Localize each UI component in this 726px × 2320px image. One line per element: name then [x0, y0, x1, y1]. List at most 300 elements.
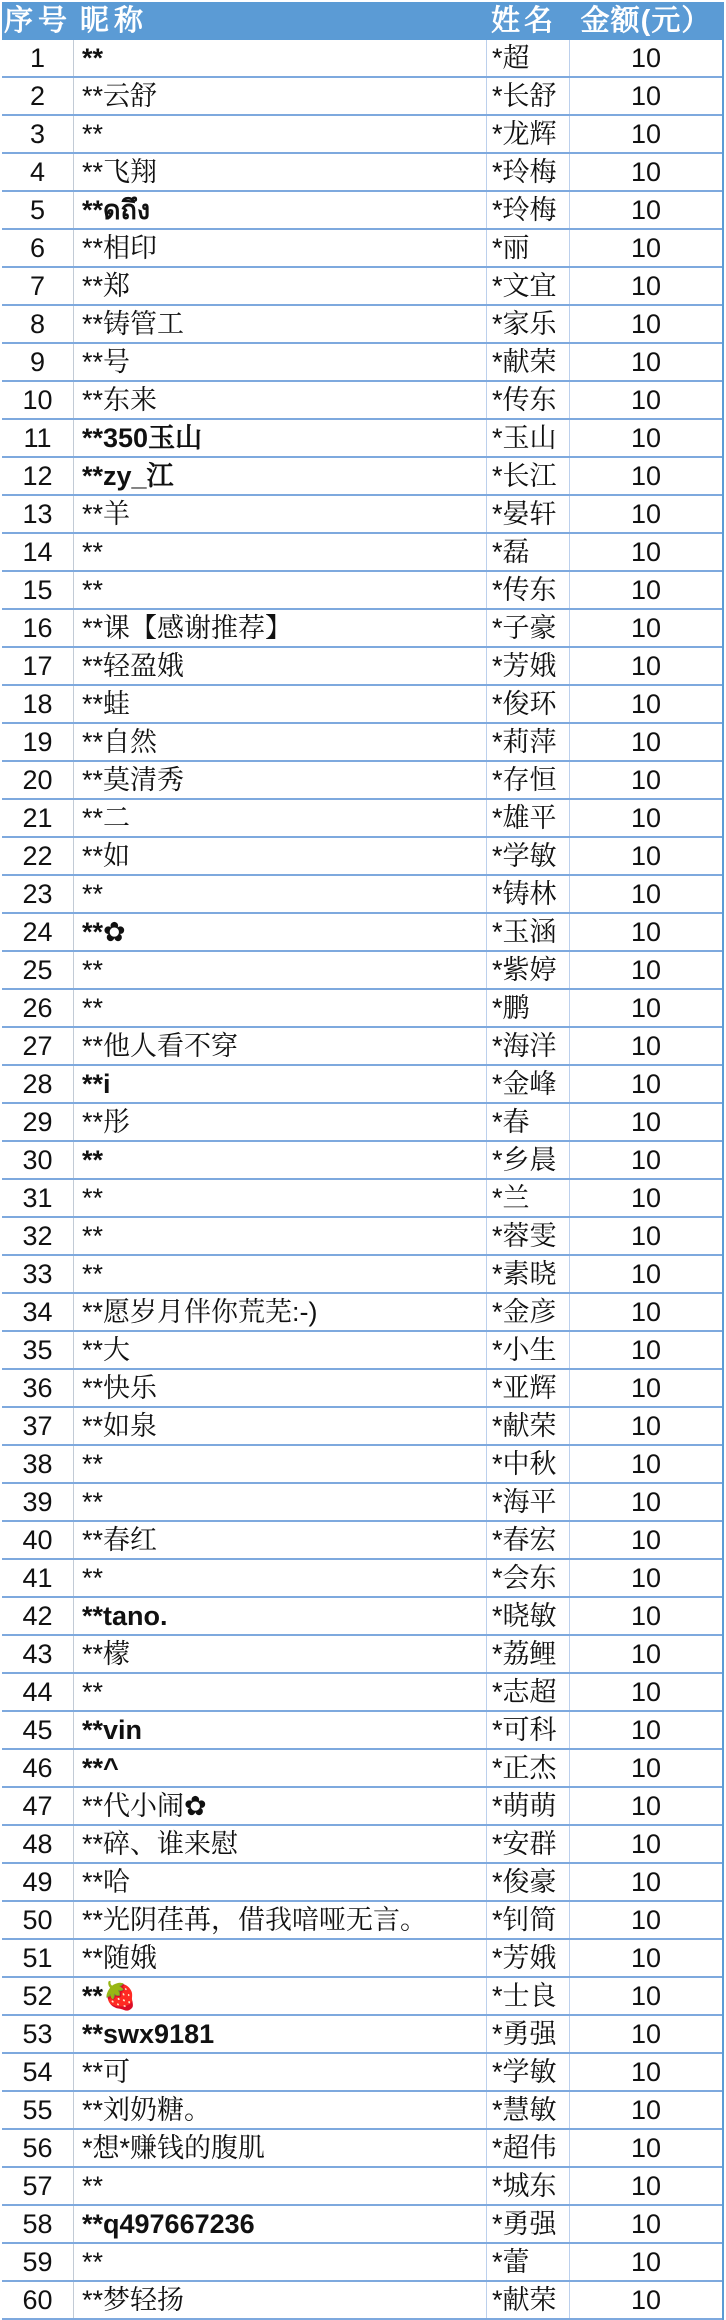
amount-cell: 10 — [630, 119, 662, 149]
name-cell: *志超 — [487, 1674, 570, 1710]
table-row — [2, 914, 722, 952]
serial-number-cell: 46 — [2, 1750, 74, 1786]
amount-cell: 10 — [630, 1411, 662, 1441]
name-cell: *可科 — [487, 1712, 570, 1748]
name-cell: *蕾 — [487, 2244, 570, 2280]
name-cell: *中秋 — [487, 1446, 570, 1482]
table-row — [2, 382, 722, 420]
serial-number-cell: 3 — [2, 116, 74, 152]
table-row — [2, 2168, 722, 2206]
nickname-cell: **q497667236 — [74, 2206, 487, 2242]
serial-number-cell: 52 — [2, 1978, 74, 2014]
table-row — [2, 762, 722, 800]
serial-number-cell: 21 — [2, 800, 74, 836]
name-cell: *海平 — [487, 1484, 570, 1520]
amount-cell: 10 — [630, 803, 662, 833]
table-row — [2, 952, 722, 990]
serial-number-cell: 1 — [2, 40, 74, 76]
serial-number-cell: 17 — [2, 648, 74, 684]
serial-number-cell: 39 — [2, 1484, 74, 1520]
serial-number-cell: 54 — [2, 2054, 74, 2090]
name-cell: *传东 — [487, 382, 570, 418]
table-row — [2, 1332, 722, 1370]
nickname-cell: ** — [74, 990, 487, 1026]
amount-cell: 10 — [630, 1373, 662, 1403]
nickname-cell: **swx9181 — [74, 2016, 487, 2052]
amount-cell: 10 — [630, 1259, 662, 1289]
amount-cell: 10 — [630, 1639, 662, 1669]
name-cell: *玉山 — [487, 420, 570, 456]
amount-cell: 10 — [630, 461, 662, 491]
name-cell: *钊简 — [487, 1902, 570, 1938]
table-row — [2, 1864, 722, 1902]
nickname-cell: **刘奶糖。 — [74, 2092, 487, 2128]
name-cell: *超伟 — [487, 2130, 570, 2166]
serial-number-cell: 2 — [2, 78, 74, 114]
amount-cell: 10 — [630, 2171, 662, 2201]
table-row — [2, 2244, 722, 2282]
table-row — [2, 534, 722, 572]
nickname-cell: ** — [74, 2168, 487, 2204]
column-header-index: 序号 — [3, 5, 72, 37]
nickname-cell: **光阴荏苒，借我喑哑无言。 — [74, 1902, 487, 1938]
serial-number-cell: 15 — [2, 572, 74, 608]
column-header-nickname: 昵称 — [80, 5, 149, 37]
table-row — [2, 192, 722, 230]
name-cell: *金彦 — [487, 1294, 570, 1330]
table-row — [2, 306, 722, 344]
payment-table — [2, 2, 724, 2320]
table-row — [2, 2092, 722, 2130]
nickname-cell: **^ — [74, 1750, 487, 1786]
amount-cell: 10 — [630, 1107, 662, 1137]
table-row — [2, 876, 722, 914]
amount-cell: 10 — [630, 917, 662, 947]
name-cell: *献荣 — [487, 1408, 570, 1444]
nickname-cell: ** — [74, 1218, 487, 1254]
amount-cell: 10 — [630, 1297, 662, 1327]
nickname-cell: **如泉 — [74, 1408, 487, 1444]
serial-number-cell: 47 — [2, 1788, 74, 1824]
name-cell: *家乐 — [487, 306, 570, 342]
amount-cell: 10 — [630, 2247, 662, 2277]
table-row — [2, 116, 722, 154]
serial-number-cell: 10 — [2, 382, 74, 418]
nickname-cell: ** — [74, 1446, 487, 1482]
name-cell: *城东 — [487, 2168, 570, 2204]
name-cell: *长江 — [487, 458, 570, 494]
name-cell: *芳娥 — [487, 1940, 570, 1976]
serial-number-cell: 31 — [2, 1180, 74, 1216]
name-cell: *玲梅 — [487, 154, 570, 190]
serial-number-cell: 5 — [2, 192, 74, 228]
amount-cell: 10 — [630, 2285, 662, 2315]
table-row — [2, 572, 722, 610]
amount-cell: 10 — [630, 1601, 662, 1631]
nickname-cell: **云舒 — [74, 78, 487, 114]
column-header-amount: 金额(元） — [580, 5, 712, 37]
table-row — [2, 800, 722, 838]
nickname-cell: ** — [74, 534, 487, 570]
serial-number-cell: 7 — [2, 268, 74, 304]
table-row — [2, 496, 722, 534]
name-cell: *紫婷 — [487, 952, 570, 988]
table-row — [2, 1826, 722, 1864]
name-cell: *海洋 — [487, 1028, 570, 1064]
nickname-cell: **春红 — [74, 1522, 487, 1558]
table-row — [2, 1294, 722, 1332]
table-row — [2, 1598, 722, 1636]
table-row — [2, 1712, 722, 1750]
amount-cell: 10 — [630, 1145, 662, 1175]
name-cell: *玲梅 — [487, 192, 570, 228]
serial-number-cell: 58 — [2, 2206, 74, 2242]
name-cell: *献荣 — [487, 2282, 570, 2318]
amount-cell: 10 — [630, 1715, 662, 1745]
table-row — [2, 458, 722, 496]
serial-number-cell: 57 — [2, 2168, 74, 2204]
nickname-cell: ** — [74, 1560, 487, 1596]
nickname-cell: **i — [74, 1066, 487, 1102]
serial-number-cell: 56 — [2, 2130, 74, 2166]
amount-cell: 10 — [630, 81, 662, 111]
name-cell: *萌萌 — [487, 1788, 570, 1824]
serial-number-cell: 51 — [2, 1940, 74, 1976]
serial-number-cell: 42 — [2, 1598, 74, 1634]
amount-cell: 10 — [630, 43, 662, 73]
name-cell: *正杰 — [487, 1750, 570, 1786]
nickname-cell: **可 — [74, 2054, 487, 2090]
serial-number-cell: 16 — [2, 610, 74, 646]
table-row — [2, 2206, 722, 2244]
nickname-cell: ** — [74, 2244, 487, 2280]
nickname-cell: **相印 — [74, 230, 487, 266]
name-cell: *玉涵 — [487, 914, 570, 950]
name-cell: *传东 — [487, 572, 570, 608]
serial-number-cell: 37 — [2, 1408, 74, 1444]
name-cell: *龙辉 — [487, 116, 570, 152]
column-header-name: 姓名 — [491, 5, 558, 37]
amount-cell: 10 — [630, 347, 662, 377]
table-row — [2, 1142, 722, 1180]
name-cell: *勇强 — [487, 2206, 570, 2242]
nickname-cell: **碎、谁来慰 — [74, 1826, 487, 1862]
amount-cell: 10 — [630, 1221, 662, 1251]
name-cell: *士良 — [487, 1978, 570, 2014]
name-cell: *学敏 — [487, 838, 570, 874]
table-row — [2, 78, 722, 116]
amount-cell: 10 — [630, 2209, 662, 2239]
serial-number-cell: 26 — [2, 990, 74, 1026]
table-row — [2, 1636, 722, 1674]
amount-cell: 10 — [630, 1867, 662, 1897]
table-row — [2, 420, 722, 458]
name-cell: *超 — [487, 40, 570, 76]
serial-number-cell: 19 — [2, 724, 74, 760]
name-cell: *金峰 — [487, 1066, 570, 1102]
name-cell: *会东 — [487, 1560, 570, 1596]
nickname-cell: **檬 — [74, 1636, 487, 1672]
amount-cell: 10 — [630, 423, 662, 453]
nickname-cell: ** — [74, 572, 487, 608]
name-cell: *长舒 — [487, 78, 570, 114]
serial-number-cell: 44 — [2, 1674, 74, 1710]
amount-cell: 10 — [630, 1753, 662, 1783]
name-cell: *兰 — [487, 1180, 570, 1216]
table-row — [2, 2130, 722, 2168]
amount-cell: 10 — [630, 1829, 662, 1859]
nickname-cell: **快乐 — [74, 1370, 487, 1406]
amount-cell: 10 — [630, 1563, 662, 1593]
nickname-cell: **✿ — [74, 914, 487, 950]
amount-cell: 10 — [630, 195, 662, 225]
table-row — [2, 1788, 722, 1826]
serial-number-cell: 48 — [2, 1826, 74, 1862]
nickname-cell: **飞翔 — [74, 154, 487, 190]
table-row — [2, 686, 722, 724]
nickname-cell: ** — [74, 952, 487, 988]
nickname-cell: **二 — [74, 800, 487, 836]
table-row — [2, 838, 722, 876]
nickname-cell: ** — [74, 1180, 487, 1216]
table-row — [2, 648, 722, 686]
name-cell: *铸林 — [487, 876, 570, 912]
serial-number-cell: 53 — [2, 2016, 74, 2052]
name-cell: *蓉雯 — [487, 1218, 570, 1254]
amount-cell: 10 — [630, 955, 662, 985]
nickname-cell: **ดถึง — [74, 192, 487, 228]
serial-number-cell: 27 — [2, 1028, 74, 1064]
name-cell: *芳娥 — [487, 648, 570, 684]
table-row — [2, 610, 722, 648]
name-cell: *亚辉 — [487, 1370, 570, 1406]
table-row — [2, 344, 722, 382]
name-cell: *俊环 — [487, 686, 570, 722]
serial-number-cell: 36 — [2, 1370, 74, 1406]
table-row — [2, 1256, 722, 1294]
nickname-cell: ** — [74, 876, 487, 912]
name-cell: *丽 — [487, 230, 570, 266]
serial-number-cell: 55 — [2, 2092, 74, 2128]
name-cell: *莉萍 — [487, 724, 570, 760]
table-row — [2, 1104, 722, 1142]
amount-cell: 10 — [630, 651, 662, 681]
table-row — [2, 1218, 722, 1256]
serial-number-cell: 11 — [2, 420, 74, 456]
nickname-cell: **课【感谢推荐】 — [74, 610, 487, 646]
serial-number-cell: 14 — [2, 534, 74, 570]
name-cell: *春宏 — [487, 1522, 570, 1558]
table-header-row — [2, 2, 722, 40]
amount-cell: 10 — [630, 309, 662, 339]
name-cell: *学敏 — [487, 2054, 570, 2090]
serial-number-cell: 41 — [2, 1560, 74, 1596]
nickname-cell: **350玉山 — [74, 420, 487, 456]
nickname-cell: **号 — [74, 344, 487, 380]
table-row — [2, 1978, 722, 2016]
nickname-cell: **如 — [74, 838, 487, 874]
amount-cell: 10 — [630, 1905, 662, 1935]
amount-cell: 10 — [630, 765, 662, 795]
amount-cell: 10 — [630, 1069, 662, 1099]
table-row — [2, 1446, 722, 1484]
serial-number-cell: 24 — [2, 914, 74, 950]
name-cell: *乡晨 — [487, 1142, 570, 1178]
amount-cell: 10 — [630, 993, 662, 1023]
serial-number-cell: 33 — [2, 1256, 74, 1292]
nickname-cell: **郑 — [74, 268, 487, 304]
name-cell: *安群 — [487, 1826, 570, 1862]
name-cell: *勇强 — [487, 2016, 570, 2052]
table-row — [2, 2016, 722, 2054]
serial-number-cell: 18 — [2, 686, 74, 722]
name-cell: *雄平 — [487, 800, 570, 836]
table-row — [2, 268, 722, 306]
amount-cell: 10 — [630, 1525, 662, 1555]
table-row — [2, 1940, 722, 1978]
table-row — [2, 1484, 722, 1522]
name-cell: *存恒 — [487, 762, 570, 798]
serial-number-cell: 59 — [2, 2244, 74, 2280]
serial-number-cell: 8 — [2, 306, 74, 342]
amount-cell: 10 — [630, 1791, 662, 1821]
serial-number-cell: 38 — [2, 1446, 74, 1482]
serial-number-cell: 50 — [2, 1902, 74, 1938]
name-cell: *文宜 — [487, 268, 570, 304]
serial-number-cell: 34 — [2, 1294, 74, 1330]
amount-cell: 10 — [630, 1335, 662, 1365]
nickname-cell: ** — [74, 1484, 487, 1520]
serial-number-cell: 43 — [2, 1636, 74, 1672]
nickname-cell: **tano. — [74, 1598, 487, 1634]
amount-cell: 10 — [630, 1449, 662, 1479]
table-row — [2, 990, 722, 1028]
amount-cell: 10 — [630, 2133, 662, 2163]
name-cell: *献荣 — [487, 344, 570, 380]
serial-number-cell: 20 — [2, 762, 74, 798]
amount-cell: 10 — [630, 1943, 662, 1973]
amount-cell: 10 — [630, 841, 662, 871]
nickname-cell: *想*赚钱的腹肌 — [74, 2130, 487, 2166]
table-row — [2, 1674, 722, 1712]
amount-cell: 10 — [630, 1031, 662, 1061]
table-row — [2, 1370, 722, 1408]
name-cell: *慧敏 — [487, 2092, 570, 2128]
serial-number-cell: 4 — [2, 154, 74, 190]
name-cell: *荔鲤 — [487, 1636, 570, 1672]
amount-cell: 10 — [630, 727, 662, 757]
serial-number-cell: 13 — [2, 496, 74, 532]
nickname-cell: ** — [74, 40, 487, 76]
nickname-cell: ** — [74, 1256, 487, 1292]
amount-cell: 10 — [630, 2095, 662, 2125]
amount-cell: 10 — [630, 1677, 662, 1707]
name-cell: *晏轩 — [487, 496, 570, 532]
table-row — [2, 154, 722, 192]
name-cell: *春 — [487, 1104, 570, 1140]
amount-cell: 10 — [630, 1981, 662, 2011]
nickname-cell: **彤 — [74, 1104, 487, 1140]
amount-cell: 10 — [630, 879, 662, 909]
name-cell: *磊 — [487, 534, 570, 570]
amount-cell: 10 — [630, 233, 662, 263]
nickname-cell: ** — [74, 1142, 487, 1178]
serial-number-cell: 35 — [2, 1332, 74, 1368]
table-body — [2, 40, 722, 2320]
nickname-cell: **zy_江 — [74, 458, 487, 494]
nickname-cell: **他人看不穿 — [74, 1028, 487, 1064]
nickname-cell: **随娥 — [74, 1940, 487, 1976]
nickname-cell: ** — [74, 116, 487, 152]
table-row — [2, 1750, 722, 1788]
serial-number-cell: 49 — [2, 1864, 74, 1900]
amount-cell: 10 — [630, 2057, 662, 2087]
nickname-cell: **自然 — [74, 724, 487, 760]
amount-cell: 10 — [630, 689, 662, 719]
nickname-cell: **vin — [74, 1712, 487, 1748]
amount-cell: 10 — [630, 575, 662, 605]
nickname-cell: **梦轻扬 — [74, 2282, 487, 2318]
nickname-cell: **愿岁月伴你荒芜:-) — [74, 1294, 487, 1330]
table-row — [2, 1180, 722, 1218]
name-cell: *子豪 — [487, 610, 570, 646]
nickname-cell: **铸管工 — [74, 306, 487, 342]
nickname-cell: **羊 — [74, 496, 487, 532]
table-row — [2, 2282, 722, 2320]
serial-number-cell: 32 — [2, 1218, 74, 1254]
serial-number-cell: 60 — [2, 2282, 74, 2318]
table-row — [2, 40, 722, 78]
amount-cell: 10 — [630, 2019, 662, 2049]
amount-cell: 10 — [630, 537, 662, 567]
serial-number-cell: 12 — [2, 458, 74, 494]
serial-number-cell: 45 — [2, 1712, 74, 1748]
nickname-cell: **🍓 — [74, 1978, 487, 2014]
name-cell: *素晓 — [487, 1256, 570, 1292]
serial-number-cell: 28 — [2, 1066, 74, 1102]
table-row — [2, 1066, 722, 1104]
serial-number-cell: 30 — [2, 1142, 74, 1178]
nickname-cell: **代小闹✿ — [74, 1788, 487, 1824]
amount-cell: 10 — [630, 613, 662, 643]
nickname-cell: **大 — [74, 1332, 487, 1368]
table-row — [2, 1028, 722, 1066]
name-cell: *小生 — [487, 1332, 570, 1368]
nickname-cell: **哈 — [74, 1864, 487, 1900]
table-row — [2, 1560, 722, 1598]
amount-cell: 10 — [630, 271, 662, 301]
table-row — [2, 1408, 722, 1446]
nickname-cell: **轻盈娥 — [74, 648, 487, 684]
serial-number-cell: 9 — [2, 344, 74, 380]
amount-cell: 10 — [630, 499, 662, 529]
nickname-cell: **蛙 — [74, 686, 487, 722]
serial-number-cell: 6 — [2, 230, 74, 266]
name-cell: *俊豪 — [487, 1864, 570, 1900]
table-row — [2, 2054, 722, 2092]
name-cell: *鹏 — [487, 990, 570, 1026]
nickname-cell: **莫清秀 — [74, 762, 487, 798]
name-cell: *晓敏 — [487, 1598, 570, 1634]
nickname-cell: ** — [74, 1674, 487, 1710]
serial-number-cell: 23 — [2, 876, 74, 912]
table-row — [2, 1522, 722, 1560]
amount-cell: 10 — [630, 1183, 662, 1213]
serial-number-cell: 22 — [2, 838, 74, 874]
table-row — [2, 230, 722, 268]
serial-number-cell: 29 — [2, 1104, 74, 1140]
amount-cell: 10 — [630, 157, 662, 187]
